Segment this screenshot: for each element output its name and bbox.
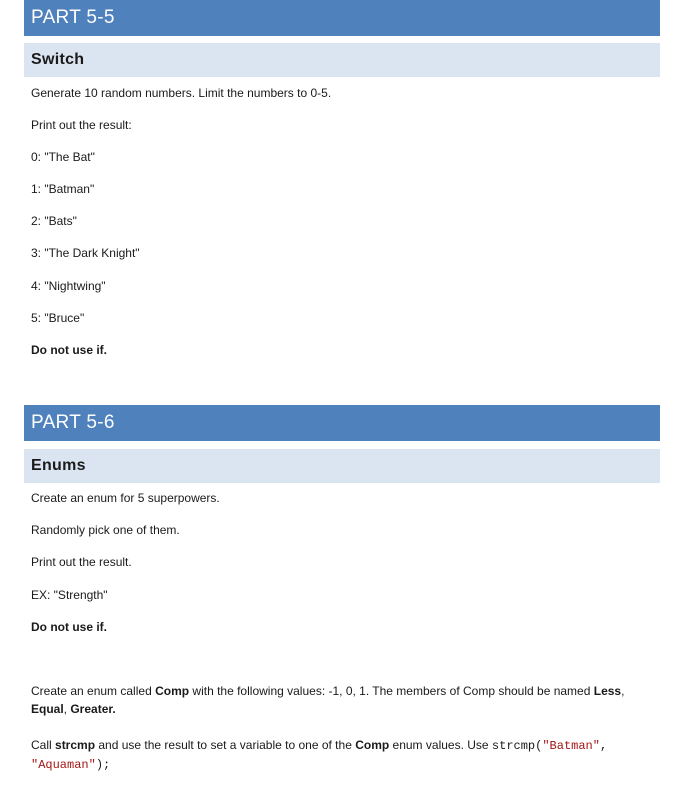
strcmp-paragraph <box>31 736 651 774</box>
part-title: PART 5-6 <box>31 412 115 433</box>
code-comma: , <box>599 739 608 753</box>
switch-subheader <box>24 43 660 77</box>
code-string: "Aquaman" <box>31 758 96 772</box>
comp-enum-paragraph <box>31 682 651 718</box>
list-item: 2: "Bats" <box>31 214 77 228</box>
note-text: Do not use if. <box>31 343 107 357</box>
example-text: EX: "Strength" <box>31 588 108 602</box>
paragraph-text: Create an enum called <box>31 684 156 698</box>
section-title: Enums <box>31 457 86 474</box>
list-item: 0: "The Bat" <box>31 150 95 164</box>
paragraph-text: Call <box>31 738 56 752</box>
code-string: "Batman" <box>542 739 600 753</box>
paragraph-text: and use the result to set a variable to one of the <box>95 738 356 752</box>
strcmp-keyword: strcmp <box>55 738 96 752</box>
less-keyword: Less <box>593 684 622 698</box>
part-title: PART 5-5 <box>31 7 115 28</box>
instruction-text: Print out the result: <box>31 118 132 132</box>
equal-keyword: Equal <box>31 702 64 716</box>
paragraph-text: enum values. Use <box>389 738 492 752</box>
list-item: 3: "The Dark Knight" <box>31 246 140 260</box>
instruction-text: Print out the result. <box>31 555 132 569</box>
list-item: 4: "Nightwing" <box>31 279 106 293</box>
comp-keyword: Comp <box>355 738 390 752</box>
instruction-text: Generate 10 random numbers. Limit the numbers to 0-5. <box>31 86 332 100</box>
comp-keyword: Comp <box>155 684 190 698</box>
note-text: Do not use if. <box>31 620 107 634</box>
greater-keyword: Greater. <box>70 702 116 716</box>
list-item: 5: "Bruce" <box>31 311 85 325</box>
part-5-5-header <box>24 0 660 36</box>
list-item: 1: "Batman" <box>31 182 95 196</box>
instruction-text: Randomly pick one of them. <box>31 523 180 537</box>
paragraph-text: , <box>621 684 625 698</box>
paragraph-text: with the following values: -1, 0, 1. The members of Comp should be named <box>189 684 594 698</box>
code-end: ); <box>95 758 111 772</box>
section-title: Switch <box>31 51 85 68</box>
enums-subheader <box>24 449 660 483</box>
paragraph-text: , <box>63 702 71 716</box>
instruction-text: Create an enum for 5 superpowers. <box>31 491 220 505</box>
code-function: strcmp( <box>491 739 543 753</box>
part-5-6-header <box>24 405 660 441</box>
